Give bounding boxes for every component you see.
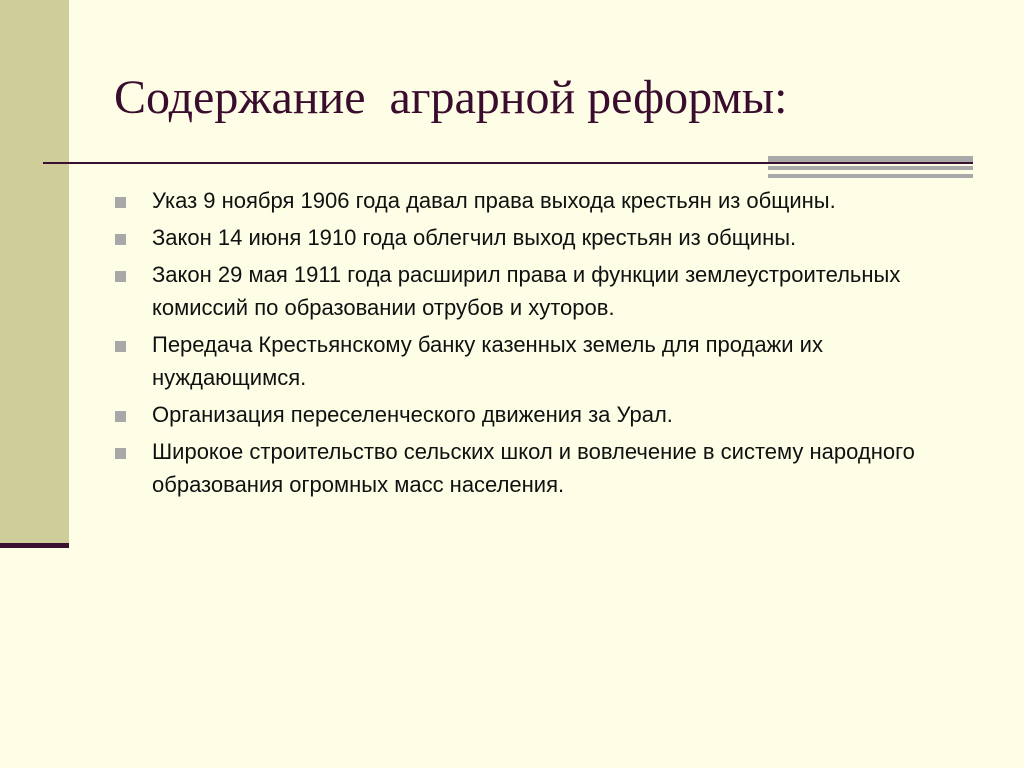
square-bullet-icon — [115, 197, 126, 208]
bullet-item — [114, 258, 974, 324]
accent-bar-bottom — [768, 174, 973, 178]
slide-title: Содержание аграрной реформы: — [114, 71, 788, 124]
side-decor-band — [0, 0, 69, 546]
title-divider — [43, 162, 973, 164]
bullet-item — [114, 435, 974, 501]
bullet-list — [114, 184, 974, 505]
bullet-text: Организация переселенческого движения за Урал. — [152, 402, 673, 427]
bullet-item — [114, 398, 974, 431]
bullet-text: Указ 9 ноября 1906 года давал права выхода крестьян из общины. — [152, 188, 836, 213]
side-decor-underline — [0, 543, 69, 548]
accent-bar-middle — [768, 166, 973, 170]
bullet-item — [114, 328, 974, 394]
bullet-text: Передача Крестьянскому банку казенных земель для продажи их нуждающимся. — [152, 332, 823, 390]
square-bullet-icon — [115, 448, 126, 459]
bullet-item — [114, 221, 974, 254]
bullet-text: Закон 14 июня 1910 года облегчил выход крестьян из общины. — [152, 225, 797, 250]
square-bullet-icon — [115, 411, 126, 422]
bullet-text: Широкое строительство сельских школ и вовлечение в систему народного образования огромных масс населения. — [152, 439, 915, 497]
square-bullet-icon — [115, 271, 126, 282]
square-bullet-icon — [115, 341, 126, 352]
bullet-item — [114, 184, 974, 217]
bullet-text: Закон 29 мая 1911 года расширил права и функции землеустроительных комиссий по образовании отрубов и хуторов. — [152, 262, 901, 320]
accent-bar-top — [768, 156, 973, 162]
square-bullet-icon — [115, 234, 126, 245]
